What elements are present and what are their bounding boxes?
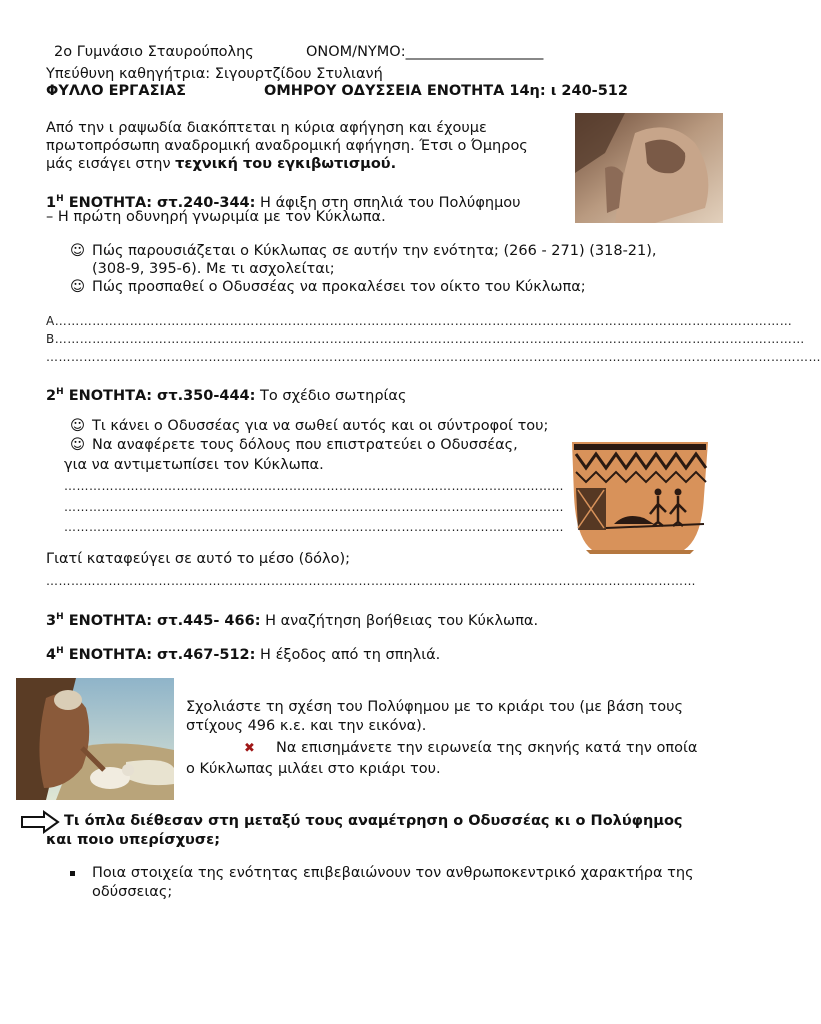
unit2-heading: [46, 383, 407, 406]
last-question-line-2: οδύσσειας;: [92, 884, 173, 900]
student-name-field[interactable]: ΟΝΟΜ/ΝΥΜΟ:___________________: [306, 44, 544, 60]
intro-line-1: Από την ι ραψωδία διακόπτεται η κύρια αφήγηση και έχουμε: [46, 120, 487, 136]
last-question-line-1: Ποια στοιχεία της ενότητας επιβεβαιώνουν τον ανθρωποκεντρικό χαρακτήρα της: [92, 865, 694, 881]
unit1-question-2: [70, 278, 586, 297]
unit1-verses: ΕΝΟΤΗΤΑ: στ.240-344:: [63, 194, 256, 211]
unit1-question-2-text: Πώς προσπαθεί ο Οδυσσέας να προκαλέσει τον οίκτο του Κύκλωπα;: [92, 279, 586, 295]
intro-line-3-text: μάς εισάγει στην: [46, 156, 176, 172]
unit1-number: 1: [46, 194, 57, 211]
smiley-face-icon: ☺: [70, 418, 86, 434]
unit3-heading: [46, 608, 538, 631]
why-question: Γιατί καταφεύγει σε αυτό το μέσο (δόλο);: [46, 551, 351, 567]
answer-line-why[interactable]: …………………………………………………………………………………………………………………………………………: [46, 574, 696, 588]
answer-line-2[interactable]: …………………………………………………………………………………………………………: [64, 500, 564, 514]
unit4-heading: [46, 642, 440, 665]
unit1-question-1: [70, 242, 657, 261]
unit4-number: 4: [46, 646, 57, 663]
unit4-title: Η έξοδος από τη σπηλιά.: [255, 646, 441, 663]
unit2-number: 2: [46, 387, 57, 404]
unit3-sup: Η: [56, 612, 64, 622]
red-cross-icon: ✖: [244, 741, 255, 756]
comment-line-1: Σχολιάστε τη σχέση του Πολύφημου με το κριάρι του (με βάση τους: [186, 699, 683, 715]
worksheet-title: ΦΥΛΛΟ ΕΡΓΑΣΙΑΣ: [46, 83, 187, 99]
answer-line-1[interactable]: …………………………………………………………………………………………………………: [64, 479, 564, 493]
answer-line-3[interactable]: …………………………………………………………………………………………………………: [64, 520, 564, 534]
comment-line-3-text: Να επισημάνετε την ειρωνεία της σκηνής κατά την οποία: [276, 740, 698, 756]
smiley-face-icon: ☺: [70, 437, 86, 453]
unit2-question-2-cont: για να αντιμετωπίσει τον Κύκλωπα.: [64, 457, 324, 473]
worksheet-topic: ΟΜΗΡΟΥ ΟΔΥΣΣΕΙΑ ΕΝΟΤΗΤΑ 14η: ι 240-512: [264, 83, 628, 99]
comment-line-4: ο Κύκλωπας μιλάει στο κριάρι του.: [186, 761, 441, 777]
unit1-sup: Η: [56, 194, 64, 204]
intro-line-2: πρωτοπρόσωπη αναδρομική αναδρομική αφήγηση. Έτσι ο Όμηρος: [46, 138, 528, 154]
unit4-verses: ΕΝΟΤΗΤΑ: στ.467-512:: [63, 646, 256, 663]
square-bullet-icon: [70, 871, 75, 876]
weapons-question-line-1: Τι όπλα διέθεσαν στη μεταξύ τους αναμέτρηση ο Οδυσσέας κι ο Πολύφημος: [64, 813, 683, 829]
smiley-face-icon: ☺: [70, 279, 86, 295]
intro-line-3: [46, 155, 396, 174]
unit3-verses: ΕΝΟΤΗΤΑ: στ.445- 466:: [63, 612, 261, 629]
unit2-question-1-text: Τι κάνει ο Οδυσσέας για να σωθεί αυτός και οι σύντροφοί του;: [92, 418, 549, 434]
unit2-sup: Η: [56, 387, 64, 397]
answer-line-a[interactable]: Α……………………………………………………………………………………………………………………………………………………………: [46, 314, 793, 328]
teacher-line: Υπεύθυνη καθηγήτρια: Σιγουρτζίδου Στυλιανή: [46, 66, 383, 82]
unit1-subtitle: – Η πρώτη οδυνηρή γνωριμία με τον Κύκλωπα.: [46, 209, 386, 225]
unit4-sup: Η: [56, 646, 64, 656]
cyclops-engraving-image: [575, 113, 723, 223]
unit2-verses: ΕΝΟΤΗΤΑ: στ.350-444:: [63, 387, 256, 404]
unit1-question-1-text: Πώς παρουσιάζεται ο Κύκλωπας σε αυτήν την ενότητα; (266 - 271) (318-21),: [92, 243, 657, 259]
smiley-face-icon: ☺: [70, 243, 86, 259]
greek-vase-image: [566, 438, 714, 556]
intro-technique: τεχνική του εγκιβωτισμού.: [175, 156, 397, 172]
unit2-question-1: [70, 417, 548, 436]
weapons-question-line-2: και ποιο υπερίσχυσε;: [46, 832, 221, 848]
answer-line-b[interactable]: Β………………………………………………………………………………………………………………………………………………………………: [46, 332, 805, 346]
unit3-number: 3: [46, 612, 57, 629]
comment-line-3: [244, 739, 697, 758]
unit2-title: Το σχέδιο σωτηρίας: [255, 387, 407, 404]
unit2-question-2-text: Να αναφέρετε τους δόλους που επιστρατεύει ο Οδυσσέας,: [92, 437, 518, 453]
answer-line-c[interactable]: ……………………………………………………………………………………………………………………………………………………………………: [46, 350, 821, 364]
polyphemus-ram-image: [16, 678, 174, 800]
unit2-question-2: [70, 436, 518, 455]
unit1-question-1-cont: (308-9, 395-6). Με τι ασχολείται;: [92, 261, 335, 277]
school-name: 2ο Γυμνάσιο Σταυρούπολης: [54, 44, 254, 60]
unit1-title: Η άφιξη στη σπηλιά του Πολύφημου: [255, 194, 521, 211]
comment-line-2: στίχους 496 κ.ε. και την εικόνα).: [186, 718, 427, 734]
unit3-title: Η αναζήτηση βοήθειας του Κύκλωπα.: [260, 612, 539, 629]
